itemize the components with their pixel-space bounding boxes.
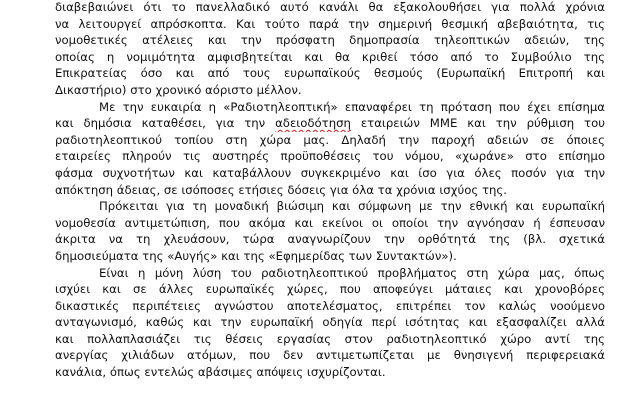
text-line: ανταγωνισμό, καθώς και την ευρωπαϊκή οδηγία περί ισότητας και εξασφαλίζει αλλά [55, 315, 605, 330]
paragraph-1 [55, 0, 605, 99]
text-line: νομοθεσία αντιμετώπιση, που ακόμα και εκείνοι οι οποίοι την αγνόησαν ή έσπευσαν [55, 215, 605, 230]
text-line: Πρόκειται για τη μοναδική βιώσιμη και σύμφωνη με την εθνική και ευρωπαϊκή [99, 199, 605, 214]
document-body [55, 0, 605, 381]
text-line: δημοσιεύματα της «Αυγής» και της «Εφημερίδας των Συντακτών»). [55, 248, 457, 263]
text-fragment: και δημόσια καταθέσει, για την [55, 116, 276, 131]
text-line: ισχύει και σε άλλες ευρωπαϊκές χώρες, που αποφεύγει μάταιες και χρονοβόρες [55, 282, 605, 297]
text-line: να λειτουργεί απρόσκοπτα. Και τούτο παρά την σημερινή θεσμική αβεβαιότητα, τις [55, 16, 605, 31]
text-line: δικαστικές περιπέτειες αγνώστου αποτελέσματος, επιτρέπει τον καλώς νοούμενο [55, 298, 605, 313]
text-line: Επικρατείας όσο και από τους ευρωπαϊκούς θεσμούς (Ευρωπαϊκή Επιτροπή και [55, 66, 605, 81]
text-line: εταιρείες πληρούν τις αυστηρές προϋποθέσεις του νόμου, «χωράνε» στο επίσημο [55, 149, 605, 164]
text-line: οποίας η νομιμότητα αμφισβητείται και θα κριθεί τόσο από το Συμβούλιο της [55, 49, 605, 64]
text-line: άκριτα να τη χλευάσουν, τώρα αναγνωρίζουν την ορθότητά της (βλ. σχετικά [55, 232, 605, 247]
text-line: διαβεβαιώνει ότι το πανελλαδικό αυτό κανάλι θα εξακολουθήσει για πολλά χρόνια [55, 0, 605, 14]
paragraph-4 [55, 265, 605, 381]
text-fragment: εταιρειών ΜΜΕ και την ρύθμιση του [350, 116, 605, 131]
text-line: Δικαστήριο) στο χρονικό αόριστο μέλλον. [55, 82, 302, 97]
text-line: Είναι η μόνη λύση του ραδιοτηλεοπτικού προβλήματος στη χώρα μας, όπως [99, 265, 605, 280]
text-line: ραδιοτηλεοπτικού τοπίου στη χώρα μας. Δηλαδή την παροχή αδειών σε όποιες [55, 132, 605, 147]
text-line: κανάλια, όπως εντελώς αβάσιμες απόψεις ισχυρίζονται. [55, 365, 386, 380]
text-line: Με την ευκαιρία η «Ραδιοτηλεοπτική» επαναφέρει τη πρόταση που έχει επίσημα [99, 99, 605, 114]
text-line: νομοθετικές ατέλειες και την πρόσφατη δημοπρασία τηλεοπτικών αδειών, της [55, 33, 605, 48]
text-line: ανεργίας χιλιάδων ατόμων, που δεν αντιμετωπίζεται με θνησιγενή περιφερειακά [55, 348, 605, 363]
text-line [55, 115, 605, 132]
spellcheck-flagged-word[interactable]: αδειοδότηση [275, 116, 351, 131]
paragraph-2 [55, 99, 605, 199]
text-line: φάσμα συχνοτήτων και καταβάλλουν συγκεκριμένο και ίσο για όλες ποσόν για την [55, 165, 605, 180]
text-line: και πολλαπλασιάζει τις θέσεις εργασίας στον ραδιοτηλεοπτικό χώρο αντί της [55, 331, 605, 346]
paragraph-3 [55, 198, 605, 264]
text-line: απόκτηση άδειας, σε ισόποσες ετήσιες δόσεις για όλα τα χρόνια ισχύος της. [55, 182, 507, 197]
